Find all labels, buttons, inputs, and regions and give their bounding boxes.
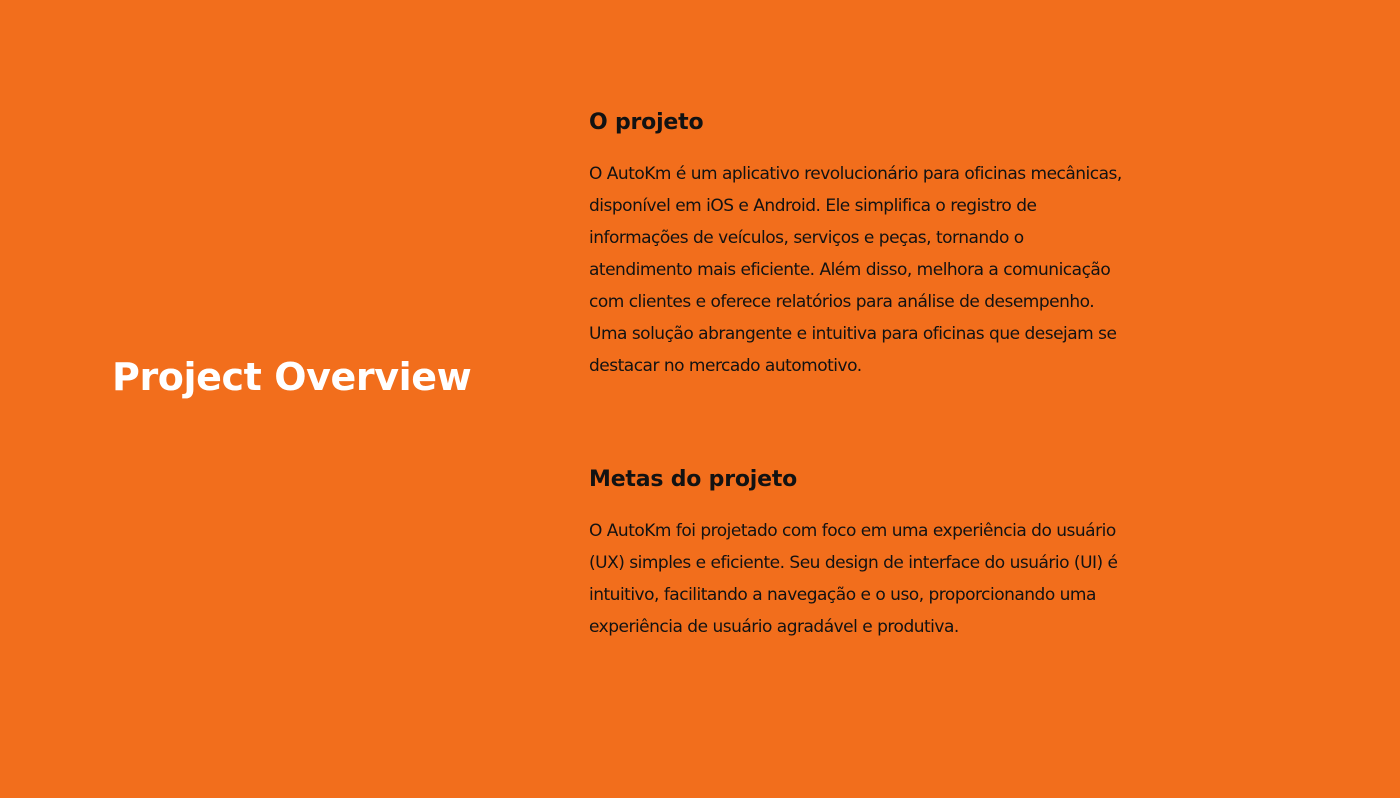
- text-line: informações de veículos, serviços e peças, tornando o: [589, 228, 1024, 248]
- text-line: O AutoKm é um aplicativo revolucionário para oficinas mecânicas,: [589, 164, 1122, 184]
- section-goals: [589, 460, 1229, 643]
- section-text-goals: [589, 515, 1229, 643]
- text-line: (UX) simples e eficiente. Seu design de interface do usuário (UI) é: [589, 553, 1118, 573]
- section-heading-project: O projeto: [589, 110, 704, 135]
- page-title: Project Overview: [112, 355, 472, 399]
- section-heading-goals: Metas do projeto: [589, 467, 798, 492]
- section-project: [589, 103, 1229, 382]
- section-text-project: [589, 158, 1229, 382]
- text-line: destacar no mercado automotivo.: [589, 356, 862, 376]
- text-line: O AutoKm foi projetado com foco em uma experiência do usuário: [589, 521, 1116, 541]
- text-line: disponível em iOS e Android. Ele simplifica o registro de: [589, 196, 1037, 216]
- text-line: Uma solução abrangente e intuitiva para oficinas que desejam se: [589, 324, 1117, 344]
- text-line: intuitivo, facilitando a navegação e o uso, proporcionando uma: [589, 585, 1096, 605]
- text-line: atendimento mais eficiente. Além disso, melhora a comunicação: [589, 260, 1111, 280]
- text-line: experiência de usuário agradável e produtiva.: [589, 617, 959, 637]
- text-line: com clientes e oferece relatórios para análise de desempenho.: [589, 292, 1095, 312]
- content-column: [589, 103, 1229, 643]
